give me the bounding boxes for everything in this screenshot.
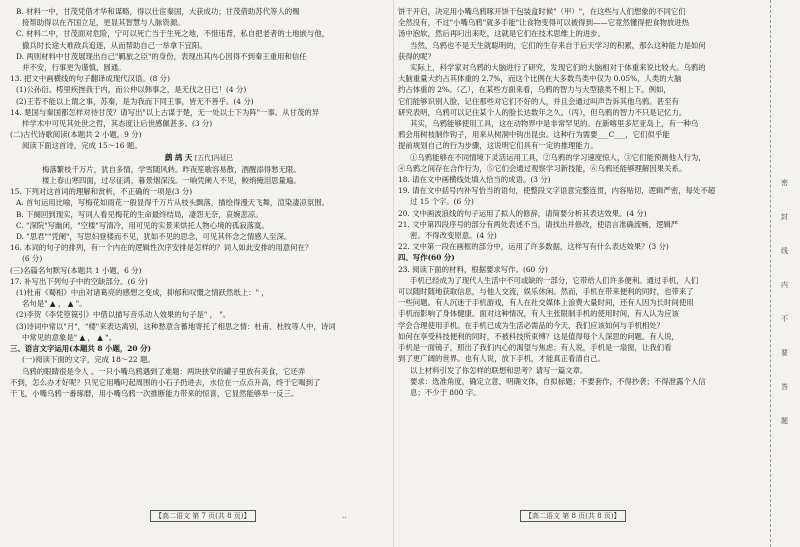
- poem-title: [10, 152, 388, 164]
- question-23: 23. 阅读下面的材料，根据要求写作。(60 分): [398, 264, 548, 274]
- binding-char: 题: [781, 417, 788, 425]
- page-footer-left: 【高二语文 第 7 页(共 8 页)】: [150, 510, 256, 522]
- text-line: 如何在享受科技便利的同时，不被科技所束缚？这是值得每个人深思的问题。有人说，: [398, 331, 679, 341]
- text-line: B. 下阕回到现实，写词人看见梅花的生命最终结局，凄怨无奈，哀婉悲凉。: [16, 209, 263, 219]
- page-footer-right: 【高二语文 第 8 页(共 8 页)】: [520, 510, 626, 522]
- text-line: (2)李贺《李凭箜篌引》中借以描写音乐动人效果的句子是" ， "。: [16, 310, 231, 320]
- text-line: 一些问题。有人沉迷于手机游戏，有人在社交媒体上浪费大量时间，还有人因为长时间使用: [398, 298, 694, 308]
- binding-char: 线: [781, 247, 788, 255]
- text-line: 手机已经成为了现代人生活中不可或缺的一部分，它带给人们许多便利。通过手机，人们: [410, 275, 699, 285]
- text-line: 中常见的意象是" ▲ ， ▲ "。: [22, 332, 117, 342]
- text-line: 实际上，科学家对乌鸦的大脑进行了研究，发现它们的大脑相对于体重来说比较大。乌鸦的: [410, 63, 706, 73]
- text-line: (3)诗词中常以"月"，"楼"来表达离别，这种愁意含蓄地寄托了相思之情：杜甫、杜牧等人中，诗词: [16, 321, 336, 331]
- binding-char: 内: [781, 281, 788, 289]
- text-line: 撤兵时长途大难敌兵追逐，从而帮助自己一举拿下宜阳。: [22, 40, 207, 50]
- text-line: 14. 楚国与秦国都怎样对待甘茂？请写出"以上古谋于楚，无一处以士下为阵"一事。从甘茂的异: [10, 107, 320, 117]
- text-line: 汤中泡软，然后再叼出来吃，这就是它们在技术思维上的进步。: [398, 29, 605, 39]
- left-column: [10, 6, 388, 522]
- text-line: ④乌鸦之间存在合作行为，⑤它们会通过观察学习新技能，⑥乌鸦还能够理解因果关系。: [398, 163, 687, 173]
- page-divider: [393, 0, 394, 547]
- section-four-heading: 四、写作(60 分): [398, 253, 455, 263]
- crow-passage: [10, 366, 388, 400]
- text-line: 15. 下列对这首词的理解和赏析，不正确的一项是(3 分): [10, 187, 193, 197]
- text-line: 约占体重的 2%。（乙），在某些方面来看，乌鸦的智力与大型猿类不相上下。例如，: [398, 85, 671, 95]
- text-line: (三)名篇名句默写(本题共 1 小题，6 分): [10, 265, 142, 275]
- requirement-line: 息；不少于 800 字。: [410, 387, 481, 397]
- text-line: 研究表明，乌鸦可以记住某个人的脸长达数年之久。（丙），但乌鸦的智力不只是记忆力。: [398, 107, 687, 117]
- text-line: 样学术中可见其处世之哲，其态度让后世感佩甚多。(3 分): [22, 119, 213, 129]
- text-line: 19. 请在文中括号内补写恰当的语句，使整段文字语意完整连贯，内容贴切，逻辑严密，每处不超: [398, 186, 716, 196]
- text-line: 手机而影响了身体健康。面对这种情况，有人主张限制手机的使用时间，有人认为应该: [398, 309, 679, 319]
- text-line: 21. 文中第四段序号的部分有两处表述不当，请找出并修改，使语言准确流畅，逻辑严: [398, 219, 679, 229]
- text-line: D. 两则材料中甘茂展现出自己"羁旅之臣"的身份，表现出其内心因得不到秦王重用和信任: [16, 51, 307, 61]
- text-line: 22. 文中第一段在画框的部分中，运用了许多数据，这样写有什么表达效果？(3 分): [398, 242, 669, 252]
- text-line: C. "深院"写幽闭，"空楼"写清冷，用可见的实景来烘托人物心境的孤寂落寞。: [16, 220, 269, 230]
- text-line: 接帮助得以在齐国立足，更显其智慧与人脉资源。: [22, 18, 185, 28]
- text-line: A. 首句运用比喻，写梅花如雨花一般显得千万片从枝头飘落，描绘得漫天飞舞，渲染凄凉氛围。: [16, 198, 330, 208]
- text-line: 饼干开启，决定用小嘴乌鸦啄开饼干包装盒时候"（甲）"，在这些与人们想象的不同它们: [398, 7, 686, 16]
- text-line: 乌鸦的眼睛很是令人 。一只小嘴乌鸦遇到了难题：两块狭窄的罐子里放有美食，它还弄: [22, 366, 306, 376]
- text-line: 手机是一面镜子，照出了我们内心的渴望与焦虑；有人说，手机是一扇窗，让我们看: [398, 343, 672, 353]
- poem-body: [10, 164, 388, 186]
- text-line: 获得的呢？: [398, 51, 435, 61]
- requirement-line: 要求：选准角度，确定立意，明确文体，自拟标题；不要套作，不得抄袭；不得泄露个人信: [410, 376, 706, 386]
- poem-title-text: 鹧 鸪 天: [164, 152, 193, 162]
- poem-line: 梅落繁枝千万片，犹自多情，学雪随风转。昨夜笙歌容易散，酒醒添得愁无限。: [42, 164, 301, 174]
- reading-instruction: (一)阅读下面的文字，完成 18～22 题。: [22, 355, 155, 365]
- text-line: 全然没有，不过"小嘴乌鸦"就多手能"让食物变得可以被得到——它竟然懂得把食物放进热: [398, 18, 690, 28]
- text-line: 其实，乌鸦能够使用工具，这在动物界中是非常罕见的。在新喀里多尼亚岛上，有一种乌: [410, 119, 699, 129]
- writing-prompt: 以上材料引发了你怎样的联想和思考？请写一篇文章。: [410, 365, 588, 375]
- poem-author: [五代]冯延巳: [194, 153, 234, 162]
- binding-margin: [770, 0, 800, 547]
- text-line: C. 材料二中，甘茂面对危险，宁可以死亡当于生死之地，不惜违背，私自把老者的土地嵌与他，: [16, 29, 330, 39]
- text-line: 20. 文中画波浪线的句子运用了拟人的修辞，请简要分析其表达效果。(4 分): [398, 208, 647, 218]
- text-line: 鸦会用树枝制作钩子，用来从树洞中钩出昆虫。这种行为需要___C___，它们似乎能: [398, 130, 670, 140]
- right-passage-block: [398, 6, 766, 252]
- text-line: (1)公孙衍、樗里疾挫我于内，而公仲以韩事之，是无伐之日已！(4 分): [16, 85, 247, 95]
- poem-line: 楼上春山寒四面，过尽征鸿，暮景烟深浅。一晌凭阑人不见，鲛绡掩泪思量遍。: [42, 176, 301, 186]
- text-line: (6 分): [22, 254, 43, 264]
- binding-char: 要: [781, 349, 788, 357]
- text-line: 不到，怎么办才好呢？只见它用嘴叼起周围的小石子扔进去，水位在一点点升高，终于它喝到了: [10, 377, 321, 387]
- text-line: 当然，乌鸦也不是天生就聪明的，它们的生存来自于后天学习的积累，那么这种能力是如何: [410, 40, 706, 50]
- text-line: 16. 本词的句子的排列，有一个内在的逻辑性次序安排是怎样的？词人如此安排的用意何在？: [10, 243, 313, 253]
- text-line: 13. 把文中画横线的句子翻译成现代汉语。(8 分): [10, 74, 170, 84]
- binding-char: 不: [781, 315, 788, 323]
- text-line: 名句是" ▲ ， ▲ "。: [22, 299, 87, 309]
- text-line: 到了更广阔的世界。也有人说，放下手机，才能真正看清自己。: [398, 354, 605, 364]
- binding-char: 封: [781, 213, 788, 221]
- text-line: (二)古代诗歌阅读(本题共 2 小题，9 分): [10, 130, 142, 140]
- text-line: (2)王若不能以上谓之事，苏秦，是为我而下同王事，皆无不善乎。(4 分): [16, 96, 254, 106]
- text-line: B. 材料一中，甘茂凭借才华和谋略，得以仕宦秦国，大获成功；甘茂借助苏代等人的赐: [16, 7, 300, 16]
- text-line: D. "思君""凭阑"，写思妇登楼而不见，犹如不见的思念，可见其怀念之情感人至深。: [16, 232, 292, 242]
- text-line: 大脑重量大约占其体重的 2.7%，而这个比例在大多数鸟类中仅为 0.05%，人类的大脑: [398, 74, 682, 84]
- right-column: [398, 6, 766, 522]
- left-questions-block: [10, 186, 388, 343]
- writing-requirements: [398, 376, 766, 398]
- text-line: 17. 补写出下列句子中的空缺部分。(6 分): [10, 276, 148, 286]
- text-line: 学会合理使用手机。在手机已成为生活必需品的今天，我们应该如何与手机相处？: [398, 320, 665, 330]
- section-three-heading: 三、语言文字运用(本题共 8 小题，20 分): [10, 344, 152, 354]
- text-line: 它们能够识别人脸，记住那些对它们不好的人，并且会通过叫声告诉其他乌鸦。甚至有: [398, 96, 679, 106]
- footer-dot: ‥: [342, 512, 347, 520]
- text-line: 过 15 个字。(6 分): [410, 197, 474, 207]
- text-line: 18. 请在文中画横线处填入恰当的成语。(3 分): [398, 175, 551, 185]
- text-line: 可以随时随地获取信息，与他人交流，娱乐休闲。然而，手机在带来便利的同时，也带来了: [398, 287, 694, 297]
- binding-char: 答: [781, 383, 788, 391]
- writing-material: [398, 275, 766, 365]
- text-line: ①乌鸦能够在不同情境下灵活运用工具，②乌鸦的学习速度惊人，③它们能预测他人行为，: [410, 152, 706, 162]
- binding-char: 密: [781, 179, 788, 187]
- text-line: 提前规划自己的行为步骤，这说明它们具有一定的推理能力。: [398, 141, 598, 151]
- text-line: 阅读下面这首诗，完成 15～16 题。: [22, 141, 142, 151]
- left-options-block: [10, 6, 388, 152]
- text-line: (1)杜甫《蜀相》中由对诸葛亮的感想之变成，抑郁和叹慨之情跃然纸上：" ，: [16, 288, 269, 298]
- text-line: 并不安，行事更为谨慎、圆通。: [22, 63, 126, 73]
- text-line: 密。不得改变原意。(4 分): [410, 231, 497, 241]
- text-line: 干飞，小嘴乌鸦一番琢磨，用小嘴乌鸦一次推断能力带来的惊喜，它显然能够举一反三。: [10, 388, 299, 398]
